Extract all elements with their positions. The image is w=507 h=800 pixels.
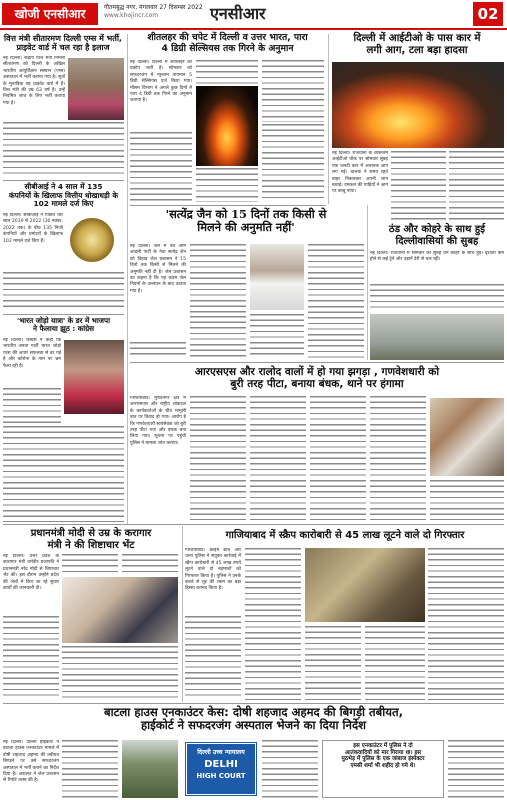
encounter-box-text: इस एनकाउंटर में पुलिस ने दो आतंकवादियों को मार गिराया था। इस मुठभेड़ में पुलिस के एक जांबाज इंस्पेक्टर एमसी शर्मा भी शहीद हो गये थे। [341, 743, 425, 770]
ghaziabad-loot-lead: गाजियाबाद। क्राइम ब्रांच और थाना पुलिस ने संयुक्त कार्रवाई में स्क्रैप कारोबारी से 45 लाख रुपये लूटने वाले दो बदमाशों को गिरफ्तार किया है। पुलिस ने उनके कब्जे से लूट की रकम का बड़ा हिस्सा बरामद किया है। [185, 548, 241, 592]
rss-clash-body-3 [310, 396, 366, 520]
batla-lead: नई दिल्ली। दिल्ली हाईकोर्ट ने बाटला हाउस एनकाउंटर मामले में दोषी शहजाद अहमद की तबीयत बिगड़ने पर उसे सफदरजंग अस्पताल में भर्ती कराने का निर्देश दिया है। अदालत ने जेल प्रशासन से रिपोर्ट तलब की है। [3, 740, 59, 784]
rss-clash-body-4 [370, 396, 426, 520]
ghaziabad-loot-body-4 [305, 626, 361, 700]
satyendar-body-6 [308, 306, 364, 358]
modi-meeting-body-1 [62, 554, 118, 574]
satyendar-body-4 [190, 316, 246, 358]
rss-clash-photo [430, 398, 504, 476]
coldwave-body-4 [262, 124, 324, 202]
sitharaman-headline: वित्त मंत्री सीतारमण दिल्ली एम्स में भर्ती, प्राइवेट वार्ड में चल रहा है इलाज [4, 34, 122, 53]
satyendar-headline: 'सत्येंद्र जैन को 15 दिनों तक किसी से मिलने की अनुमति नहीं' [165, 207, 327, 235]
fog-photo [370, 314, 504, 360]
high-court-photo [122, 740, 178, 798]
fog-headline: ठंड और कोहरे के साथ हुई दिल्लीवासियों की सुबह [388, 224, 486, 247]
ghaziabad-loot-photo [305, 548, 425, 622]
ito-fire-body-2 [449, 151, 504, 221]
satyendar-photo [250, 244, 304, 310]
ghaziabad-loot-body-1 [245, 548, 301, 700]
ito-fire-headline: दिल्ली में आईटीओ के पास कार में लगी आग, टला बड़ा हादसा [353, 33, 481, 56]
coldwave-body-5 [196, 168, 258, 202]
dateline [104, 4, 203, 20]
rss-clash-body-5 [430, 480, 504, 520]
satyendar-body-1 [190, 244, 246, 314]
ghaziabad-loot-headline: गाजियाबाद में स्क्रैप कारोबारी से 45 लाख लूटने वाले दो गिरफ्तार [225, 530, 465, 541]
date-text: गौतमबुद्ध नगर, मंगलवार 27 दिसम्बर 2022 [104, 4, 203, 11]
website-text: www.khojincr.com [104, 12, 159, 19]
modi-meeting-body-4 [62, 646, 178, 700]
satyendar-body-2 [308, 244, 364, 304]
modi-meeting-headline: प्रधानमंत्री मोदी से उम्र के करागार मंत्री ने की शिष्टाचार भेंट [30, 528, 152, 551]
newspaper-logo: खोजी एनसीआर [2, 3, 98, 25]
modi-meeting-body-3 [3, 616, 59, 700]
ito-fire-lead: नई दिल्ली। राजधानी के व्यस्ततम आईटीओ चौक पर सोमवार सुबह एक चलती कार में अचानक आग लग गई। चालक ने समय रहते बाहर निकलकर अपनी जान बचाई। दमकल की गाड़ियों ने आग पर काबू पाया। [332, 151, 388, 195]
ito-fire-body-1 [391, 151, 446, 221]
cbi-body [3, 272, 124, 310]
car-fire-photo [332, 62, 504, 148]
sitharaman-photo [68, 58, 124, 120]
high-court-sign: दिल्ली उच्च न्यायालय DELHI HIGH COURT [186, 743, 256, 795]
batla-headline: बाटला हाउस एनकाउंटर केस: दोषी शहजाद अहमद की बिगड़ी तबीयत, हाईकोर्ट ने सफदरजंग अस्पताल भेजने का दिया निर्देश [103, 705, 404, 733]
congress-headline: 'भारत जोड़ो यात्रा' के डर में भाजपा ने फैलाया झूठ : कांग्रेस [17, 316, 110, 334]
rss-clash-headline: आरएसएस और रालोद वालों में हो गया झगड़ा , गणवेशधारी को बुरी तरह पीटा, बनाया बंधक, थाने पर हंगामा [194, 366, 440, 391]
coldwave-body-3 [130, 132, 192, 202]
modi-meeting-body-2 [122, 554, 178, 574]
satyendar-lead: नई दिल्ली। जेल में बंद आम आदमी पार्टी के नेता सत्येंद्र जैन को तिहाड़ जेल प्रशासन ने 15 दिनों तक किसी से मिलने की अनुमति नहीं दी है। जेल प्रशासन का कहना है कि यह कदम जेल नियमों के उल्लंघन के बाद उठाया गया है। [130, 244, 186, 294]
coldwave-body-2 [262, 60, 324, 122]
batla-body-2 [262, 740, 318, 798]
ghaziabad-loot-body-3 [185, 616, 241, 700]
sitharaman-body [3, 122, 124, 176]
coldwave-bonfire-photo [196, 86, 258, 166]
congress-body [3, 388, 61, 424]
congress-lead: नई दिल्ली। कांग्रेस ने कहा कि भारतीय जनता पार्टी भारत जोड़ो यात्रा की अपार सफलता से डर गई है और कोरोना के नाम पर भ्रम फैला रही है। [3, 338, 61, 369]
satyendar-body-3 [130, 342, 186, 358]
section-title: एनसीआर [210, 4, 266, 23]
rss-clash-body-2 [250, 396, 306, 520]
cbi-headline: सीबीआई ने 4 साल में 135 कंपनियों के खिलाफ वित्तीय धोखाधड़ी के 102 मामले दर्ज किए [8, 182, 119, 209]
rss-clash-lead: गाजियाबाद। मुरादनगर क्षेत्र में आरएसएस और राष्ट्रीय लोकदल के कार्यकर्ताओं के बीच मामूली बात पर विवाद हो गया। आरोप है कि गणवेशधारी स्वयंसेवक को बुरी तरह पीटा गया और बंधक बना लिया गया। सूचना पर पहुंची पुलिस ने मामला शांत कराया। [130, 396, 186, 446]
cbi-lead: नई दिल्ली। सीबीआई ने पिछले चार साल 2019 से 2022 (30 नवंबर, 2022 तक) के बीच 135 निजी कंपनियों और प्रमोटरों के खिलाफ 102 मामले दर्ज किए हैं। [3, 213, 63, 244]
rss-clash-body-1 [190, 396, 246, 520]
ghaziabad-loot-body-2 [428, 548, 504, 700]
modi-meeting-photo [62, 577, 178, 643]
batla-body-1 [62, 740, 118, 798]
coldwave-lead: नई दिल्ली। दिल्ली में शीतलहर का प्रकोप जारी है। सोमवार को सफदरजंग में न्यूनतम तापमान 5 डिग्री सेल्सियस दर्ज किया गया। मौसम विभाग ने अगले कुछ दिनों में पारा 4 डिग्री तक गिरने का अनुमान जताया है। [130, 60, 192, 104]
batla-body-3 [448, 740, 504, 798]
ghaziabad-loot-body-5 [365, 626, 425, 700]
congress-body-2 [3, 426, 124, 522]
congress-photo [64, 340, 124, 414]
coldwave-body-1 [196, 60, 258, 84]
fog-lead: नई दिल्ली। राजधानी में सोमवार की सुबह घने कोहरे के साथ हुई। दृश्यता कम होने से कई ट्रेनें और उड़ानें देरी से चल रहीं। [370, 251, 504, 263]
page-number: 02 [473, 2, 503, 26]
satyendar-body-5 [250, 314, 304, 358]
cbi-emblem [70, 218, 114, 262]
sitharaman-lead: नई दिल्ली। केंद्रीय वित्त मंत्री निर्मला सीतारमण को दिल्ली के अखिल भारतीय आयुर्विज्ञान संस्थान (एम्स) अस्पताल में भर्ती कराया गया है। सूत्रों के मुताबिक वह प्राइवेट वार्ड में हैं। वित्त मंत्री की उम्र 63 वर्ष है। उन्हें नियमित जांच के लिए भर्ती कराया गया है। [3, 56, 65, 106]
masthead [0, 0, 507, 30]
modi-meeting-lead: नई दिल्ली। उत्तर प्रदेश के कारागार मंत्री धर्मवीर प्रजापति ने प्रधानमंत्री नरेंद्र मोदी से शिष्टाचार भेंट की। इस दौरान उन्होंने प्रदेश की जेलों में किए जा रहे सुधार कार्यों की जानकारी दी। [3, 554, 59, 592]
fog-body [370, 284, 504, 312]
coldwave-headline: शीतलहर की चपेट में दिल्ली व उत्तर भारत, पारा 4 डिग्री सेल्सियस तक गिरने के अनुमान [147, 32, 308, 54]
encounter-box [322, 740, 444, 798]
